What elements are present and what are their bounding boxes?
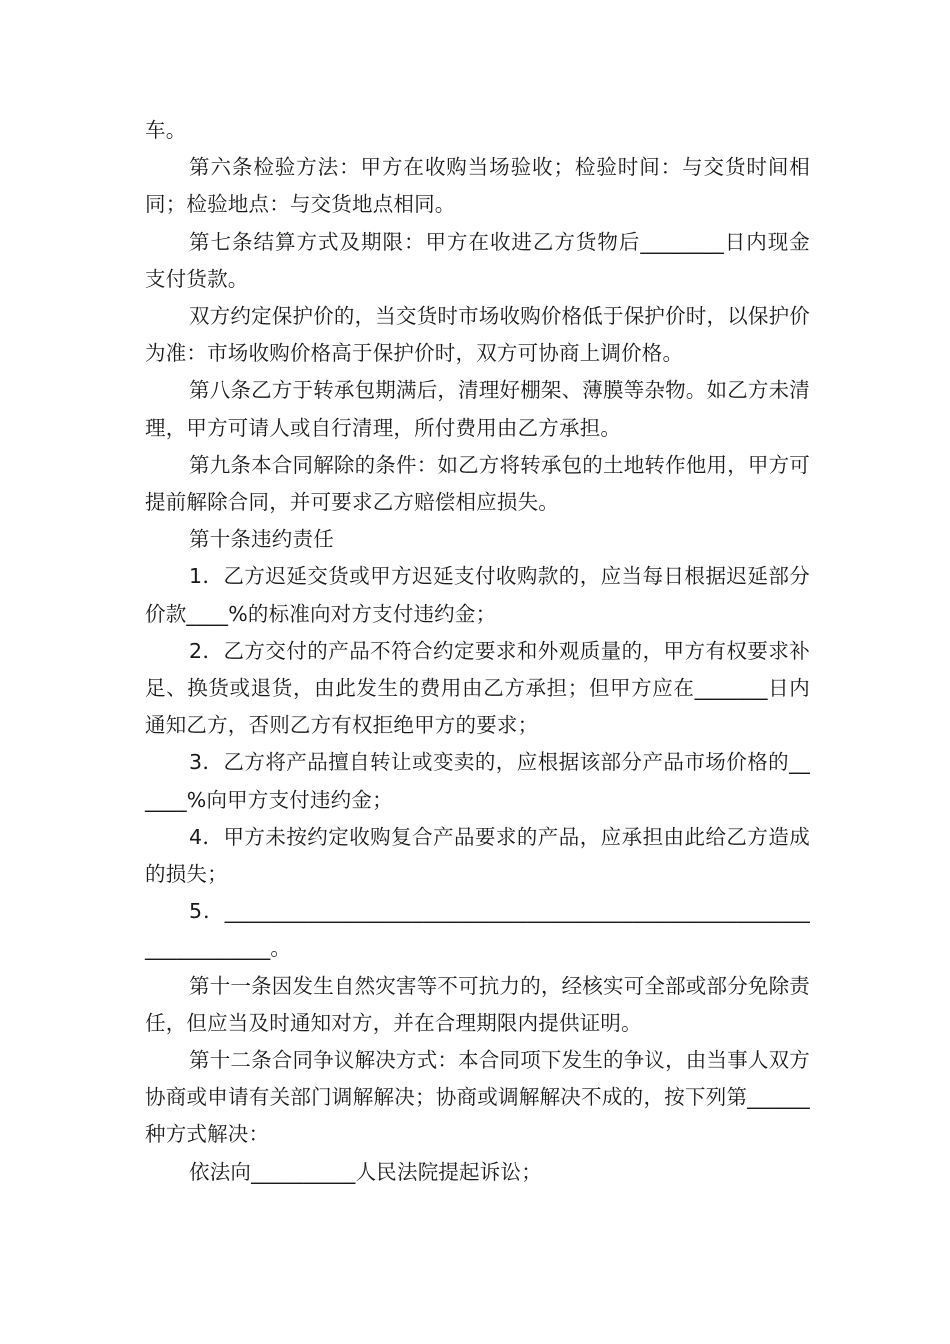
paragraph-litigation: 依法向__________人民法院提起诉讼；	[189, 1159, 542, 1184]
paragraph-article-9: 第九条本合同解除的条件：如乙方将转承包的土地转作他用，甲方可提前解除合同，并可要求乙方赔偿相应损失。	[145, 452, 810, 515]
document-page	[145, 112, 810, 1191]
paragraph-continuation: 车。	[145, 118, 187, 142]
paragraph-clause-2: 2．乙方交付的产品不符合约定要求和外观质量的，甲方有权要求补足、换货或退货，由此发生的费用由乙方承担；但甲方应在_______日内通知乙方，否则乙方有权拒绝甲方的要求；	[145, 638, 810, 738]
paragraph-article-12: 第十二条合同争议解决方式：本合同项下发生的争议，由当事人双方协商或申请有关部门调解解决；协商或调解解决不成的，按下列第______种方式解决：	[145, 1048, 810, 1147]
paragraph-article-6: 第六条检验方法：甲方在收购当场验收；检验时间：与交货时间相同；检验地点：与交货地点相同。	[145, 155, 810, 217]
paragraph-clause-4: 4．甲方未按约定收购复合产品要求的产品，应承担由此给乙方造成的损失；	[145, 824, 810, 887]
paragraph-clause-5: 5．____________________________________________________________________。	[145, 899, 810, 961]
paragraph-article-10-heading: 第十条违约责任	[189, 527, 334, 552]
paragraph-clause-3: 3．乙方将产品擅自转让或变卖的，应根据该部分产品市场价格的______%向甲方支付违约金；	[145, 750, 810, 812]
paragraph-article-8: 第八条乙方于转承包期满后，清理好棚架、薄膜等杂物。如乙方未清理，甲方可请人或自行清理，所付费用由乙方承担。	[145, 378, 810, 440]
paragraph-article-11: 第十一条因发生自然灾害等不可抗力的，经核实可全部或部分免除责任，但应当及时通知对方，并在合理期限内提供证明。	[145, 973, 810, 1035]
paragraph-clause-1: 1．乙方迟延交货或甲方迟延支付收购款的，应当每日根据迟延部分价款____%的标准向对方支付违约金；	[145, 564, 810, 626]
paragraph-protection-price: 双方约定保护价的，当交货时市场收购价格低于保护价时，以保护价为准：市场收购价格高于保护价时，双方可协商上调价格。	[145, 304, 810, 366]
paragraph-article-7: 第七条结算方式及期限：甲方在收进乙方货物后________日内现金支付货款。	[145, 229, 810, 291]
